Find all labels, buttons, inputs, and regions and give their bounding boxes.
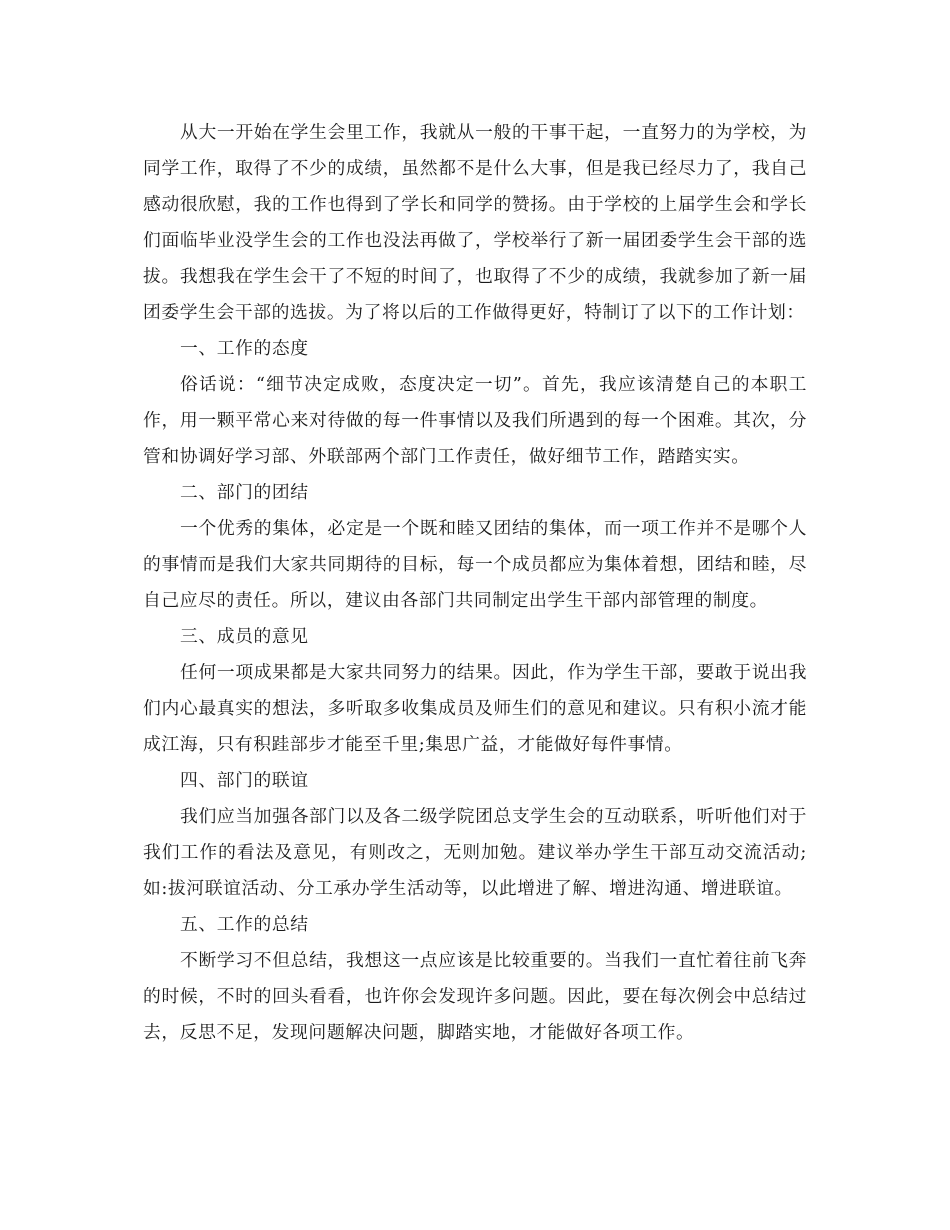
section-body-unity: 一个优秀的集体，必定是一个既和睦又团结的集体，而一项工作并不是哪个人的事情而是我们大家共同期待的目标，每一个成员都应为集体着想，团结和睦，尽自己应尽的责任。所以，建议由各部门共同制定出学生干部内部管理的制度。: [143, 518, 807, 611]
section-heading-opinions: 三、成员的意见: [180, 626, 309, 647]
document-body: [143, 115, 807, 1051]
intro-paragraph: 从大一开始在学生会里工作，我就从一般的干事干起，一直努力的为学校，为同学工作，取得了不少的成绩，虽然都不是什么大事，但是我已经尽力了，我自己感动很欣慰，我的工作也得到了学长和同学的赞扬。由于学校的上届学生会和学长们面临毕业没学生会的工作也没法再做了，学校举行了新一届团委学生会干部的选拔。我想我在学生会干了不短的时间了，也取得了不少的成绩，我就参加了新一届团委学生会干部的选拔。为了将以后的工作做得更好，特制订了以下的工作计划：: [143, 122, 807, 323]
section-heading-summary: 五、工作的总结: [180, 914, 309, 935]
section-body-liaison: 我们应当加强各部门以及各二级学院团总支学生会的互动联系，听听他们对于我们工作的看法及意见，有则改之，无则加勉。建议举办学生干部互动交流活动;如:拔河联谊活动、分工承办学生活动等，以此增进了解、增进沟通、增进联谊。: [143, 806, 807, 899]
section-heading-unity: 二、部门的团结: [180, 482, 309, 503]
section-body-attitude: 俗话说：“细节决定成败，态度决定一切”。首先，我应该清楚自己的本职工作，用一颗平常心来对待做的每一件事情以及我们所遇到的每一个困难。其次，分管和协调好学习部、外联部两个部门工作责任，做好细节工作，踏踏实实。: [143, 374, 807, 467]
section-body-summary: 不断学习不但总结，我想这一点应该是比较重要的。当我们一直忙着往前飞奔的时候，不时的回头看看，也许你会发现许多问题。因此，要在每次例会中总结过去，反思不足，发现问题解决问题，脚踏实地，才能做好各项工作。: [143, 950, 807, 1043]
section-heading-attitude: 一、工作的态度: [180, 338, 309, 359]
section-heading-liaison: 四、部门的联谊: [180, 770, 309, 791]
section-body-opinions: 任何一项成果都是大家共同努力的结果。因此，作为学生干部，要敢于说出我们内心最真实的想法，多听取多收集成员及师生们的意见和建议。只有积小流才能成江海，只有积跬部步才能至千里;集思广益，才能做好每件事情。: [143, 662, 807, 755]
